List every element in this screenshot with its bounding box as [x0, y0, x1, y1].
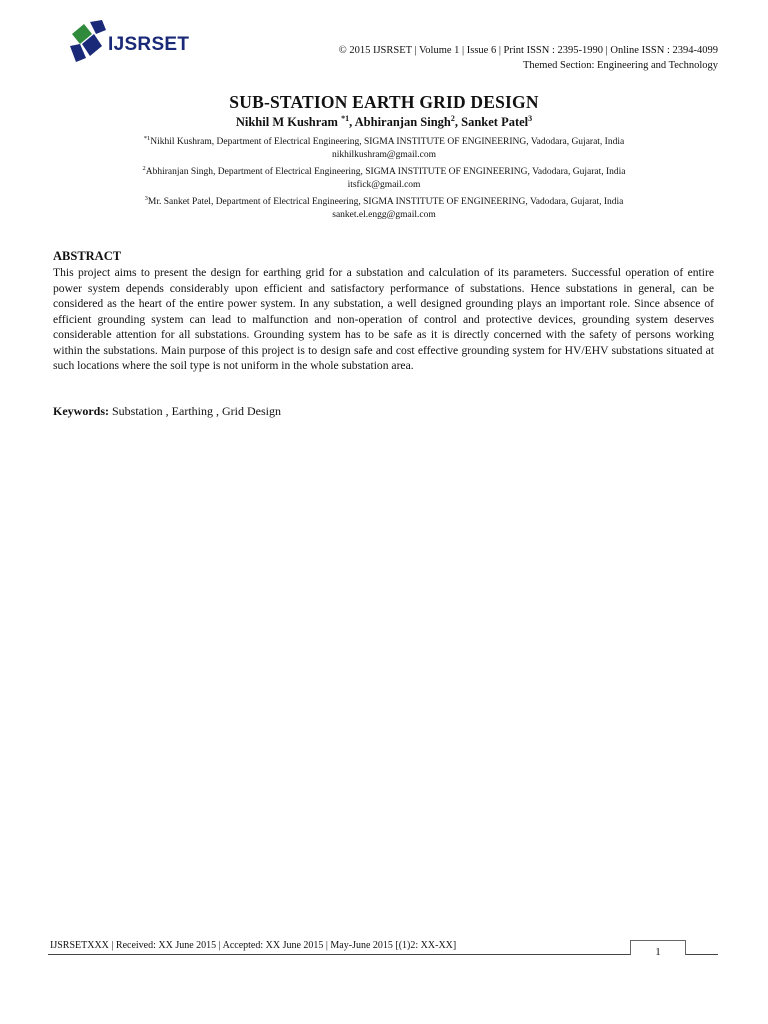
affiliation-line [60, 162, 708, 179]
author-mark: 2 [450, 114, 455, 123]
affiliation-mark: *1 [143, 135, 151, 142]
logo-text: IJSRSET [108, 34, 190, 55]
affiliations [60, 132, 708, 222]
logo-emblem-icon [68, 20, 112, 66]
affiliation-text: Nikhil Kushram, Department of Electrical Engineering, SIGMA INSTITUTE OF ENGINEERING, Vadodara, Gujarat, India [150, 137, 625, 148]
affiliation-text: Abhiranjan Singh, Department of Electrical Engineering, SIGMA INSTITUTE OF ENGINEERING, Vadodara, Gujarat, India [145, 167, 626, 178]
author-separator: , [454, 115, 462, 130]
affiliation-text: Mr. Sanket Patel, Department of Electrical Engineering, SIGMA INSTITUTE OF ENGINEERING, Vadodara, Gujarat, India [147, 197, 624, 208]
footer-divider [48, 954, 718, 955]
author-name: Abhiranjan Singh [354, 115, 451, 130]
affiliation-email: itsfick@gmail.com [347, 180, 421, 191]
author-name: Nikhil M Kushram [235, 115, 338, 130]
author-mark: 3 [528, 114, 533, 123]
affiliation-email: nikhilkushram@gmail.com [332, 150, 436, 161]
affiliation-line [60, 192, 708, 209]
citation-line: © 2015 IJSRSET | Volume 1 | Issue 6 | Print ISSN : 2395-1990 | Online ISSN : 2394-4099 [338, 45, 718, 56]
affiliation-line [60, 132, 708, 149]
author-separator: , [349, 115, 355, 130]
themed-section: Themed Section: Engineering and Technology [522, 60, 718, 71]
author-mark: *1 [341, 114, 350, 123]
keywords-label: Keywords: [53, 404, 109, 418]
keywords [53, 404, 281, 419]
affiliation-mark: 3 [144, 195, 148, 203]
author-list [0, 114, 768, 130]
journal-header [339, 43, 718, 73]
keywords-text: Substation , Earthing , Grid Design [109, 404, 281, 418]
author-name: Sanket Patel [461, 115, 529, 130]
journal-logo [68, 20, 190, 68]
affiliation-mark: 2 [142, 165, 146, 173]
abstract-heading: ABSTRACT [53, 249, 122, 263]
abstract-body: This project aims to present the design for earthing grid for a substation and calculation of its parameters. Successful operation of entire power system depends considerably upon efficient and satisfactory performance of substations. Hence substations in general, can be considered as the heart of the entire power system. In any substation, a well designed grounding plays an important role. Since absence of efficient grounding system can lead to malfunction and non-operation of control and protective devices, grounding system deserves considerable attention for all substations. Grounding system has to be safe as it is directly concerned with the safety of persons working within the substations. Main purpose of this project is to design safe and cost effective grounding system for HV/EHV substations situated at such locations where the soil type is not uniform in the whole substation area. [53, 266, 714, 372]
page-number: 1 [630, 940, 686, 955]
affiliation-email: sanket.el.engg@gmail.com [332, 210, 436, 221]
paper-title: SUB-STATION EARTH GRID DESIGN [229, 92, 539, 112]
footer-citation: IJSRSETXXX | Received: XX June 2015 | Accepted: XX June 2015 | May-June 2015 [(1)2: XX-XX] [50, 940, 457, 951]
